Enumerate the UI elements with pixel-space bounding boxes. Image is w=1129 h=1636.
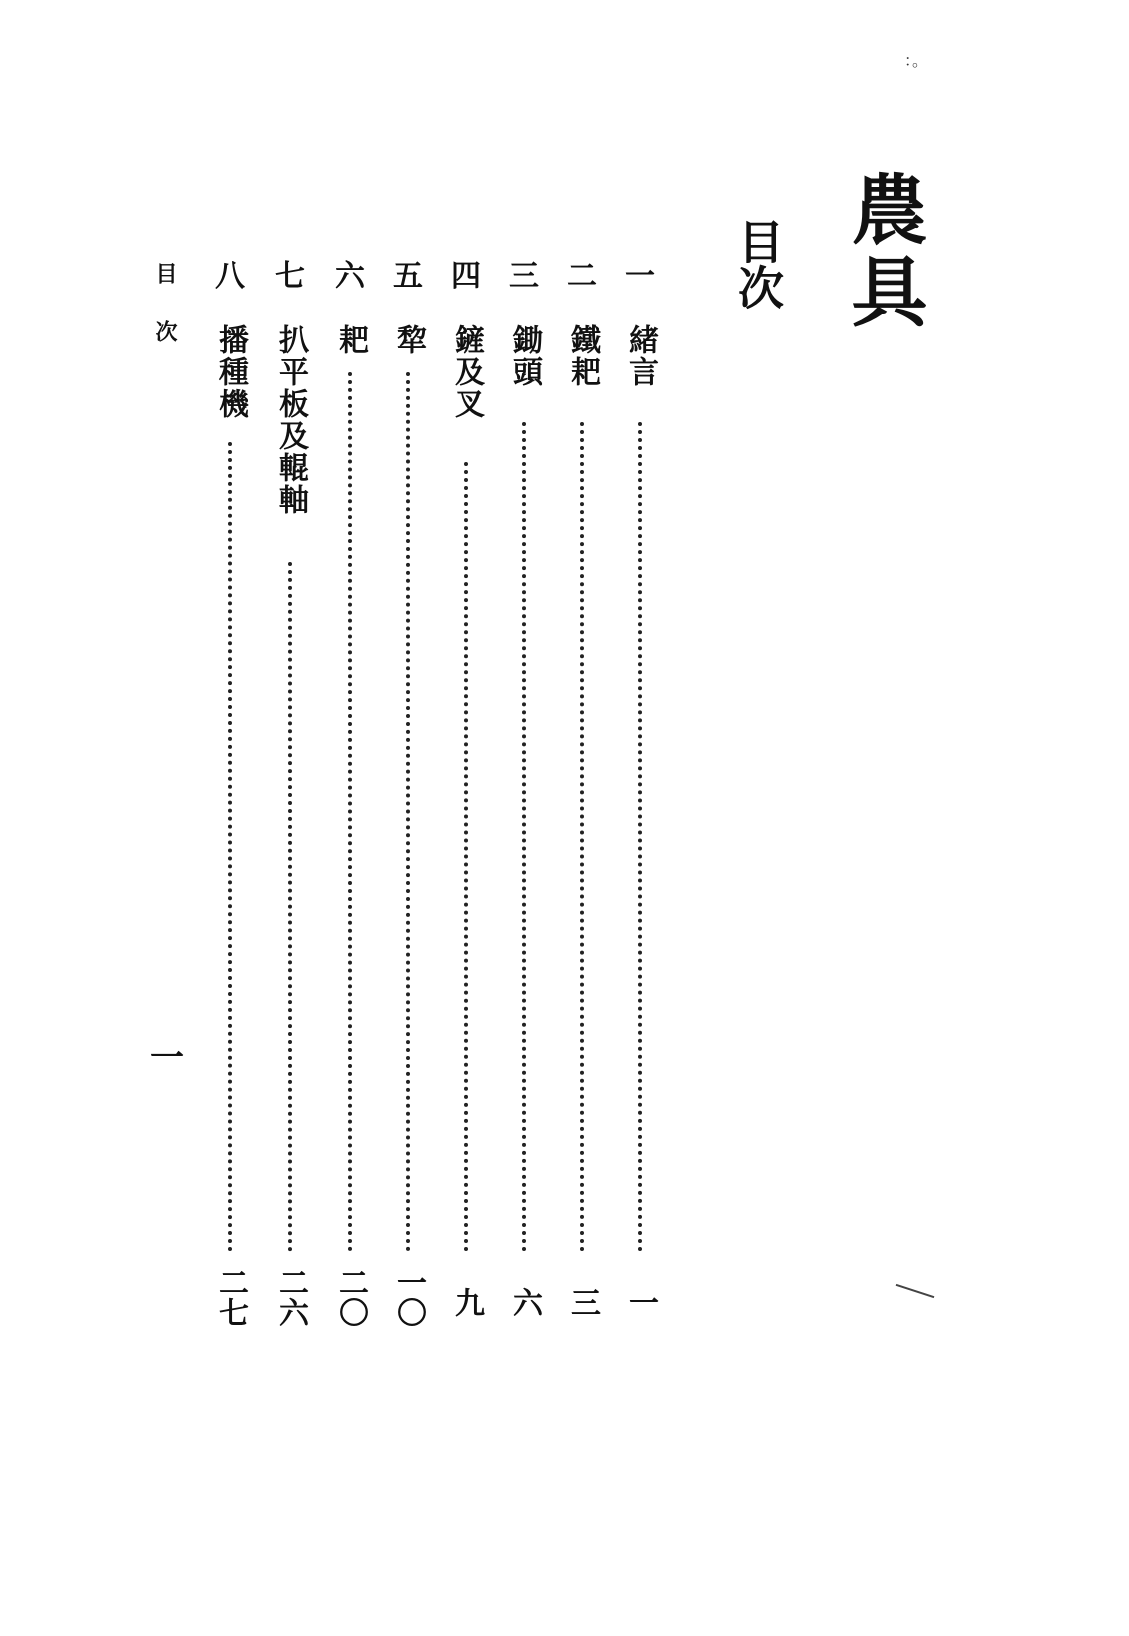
entry-number: 七 bbox=[275, 259, 305, 294]
dot-leader bbox=[522, 422, 526, 1252]
toc-entry-4[interactable] bbox=[446, 259, 486, 1372]
entry-page: 一〇 bbox=[391, 1267, 426, 1327]
toc-entry-5[interactable] bbox=[388, 259, 428, 1372]
entry-title: 鋤頭 bbox=[507, 324, 542, 388]
entry-number: 六 bbox=[335, 259, 365, 294]
entry-title: 鏟及叉 bbox=[449, 324, 484, 420]
entry-number: 一 bbox=[625, 259, 655, 294]
entry-title: 緒言 bbox=[623, 324, 658, 388]
toc-entry-6[interactable] bbox=[330, 259, 370, 1372]
entry-number: 三 bbox=[509, 259, 539, 294]
dot-leader bbox=[464, 462, 468, 1252]
dot-leader bbox=[638, 422, 642, 1252]
toc-entry-1[interactable] bbox=[620, 259, 660, 1372]
dot-leader bbox=[348, 372, 352, 1252]
toc-entry-7[interactable] bbox=[270, 259, 310, 1372]
dot-leader bbox=[228, 442, 232, 1252]
entry-number: 二 bbox=[567, 259, 597, 294]
dot-leader bbox=[288, 562, 292, 1252]
toc-heading: 目次 bbox=[731, 218, 785, 310]
dot-leader bbox=[406, 372, 410, 1252]
book-title: 農具 bbox=[839, 170, 928, 334]
entry-number: 四 bbox=[451, 259, 481, 294]
folio-page-number: 一 bbox=[150, 1038, 184, 1078]
entry-title: 播種機 bbox=[213, 324, 248, 420]
scan-mark bbox=[896, 1284, 935, 1298]
entry-page: 三 bbox=[565, 1287, 600, 1317]
entry-title: 鐵耙 bbox=[565, 324, 600, 388]
entry-title: 犂 bbox=[391, 324, 426, 356]
entry-number: 五 bbox=[393, 259, 423, 294]
dot-leader bbox=[580, 422, 584, 1252]
entry-page: 二七 bbox=[213, 1267, 248, 1327]
entry-page: 一 bbox=[623, 1287, 658, 1317]
corner-mark: ：。 bbox=[904, 51, 929, 70]
entry-title: 耙 bbox=[333, 324, 368, 356]
entry-title: 扒平板及輥軸 bbox=[273, 324, 308, 516]
entry-page: 九 bbox=[449, 1287, 484, 1317]
toc-entry-3[interactable] bbox=[504, 259, 544, 1372]
toc-entry-2[interactable] bbox=[562, 259, 602, 1372]
entry-page: 六 bbox=[507, 1287, 542, 1317]
entry-page: 二〇 bbox=[333, 1267, 368, 1327]
toc-entry-8[interactable] bbox=[210, 259, 250, 1372]
entry-page: 二六 bbox=[273, 1267, 308, 1327]
running-footer-label: 目次 bbox=[152, 262, 178, 378]
entry-number: 八 bbox=[215, 259, 245, 294]
